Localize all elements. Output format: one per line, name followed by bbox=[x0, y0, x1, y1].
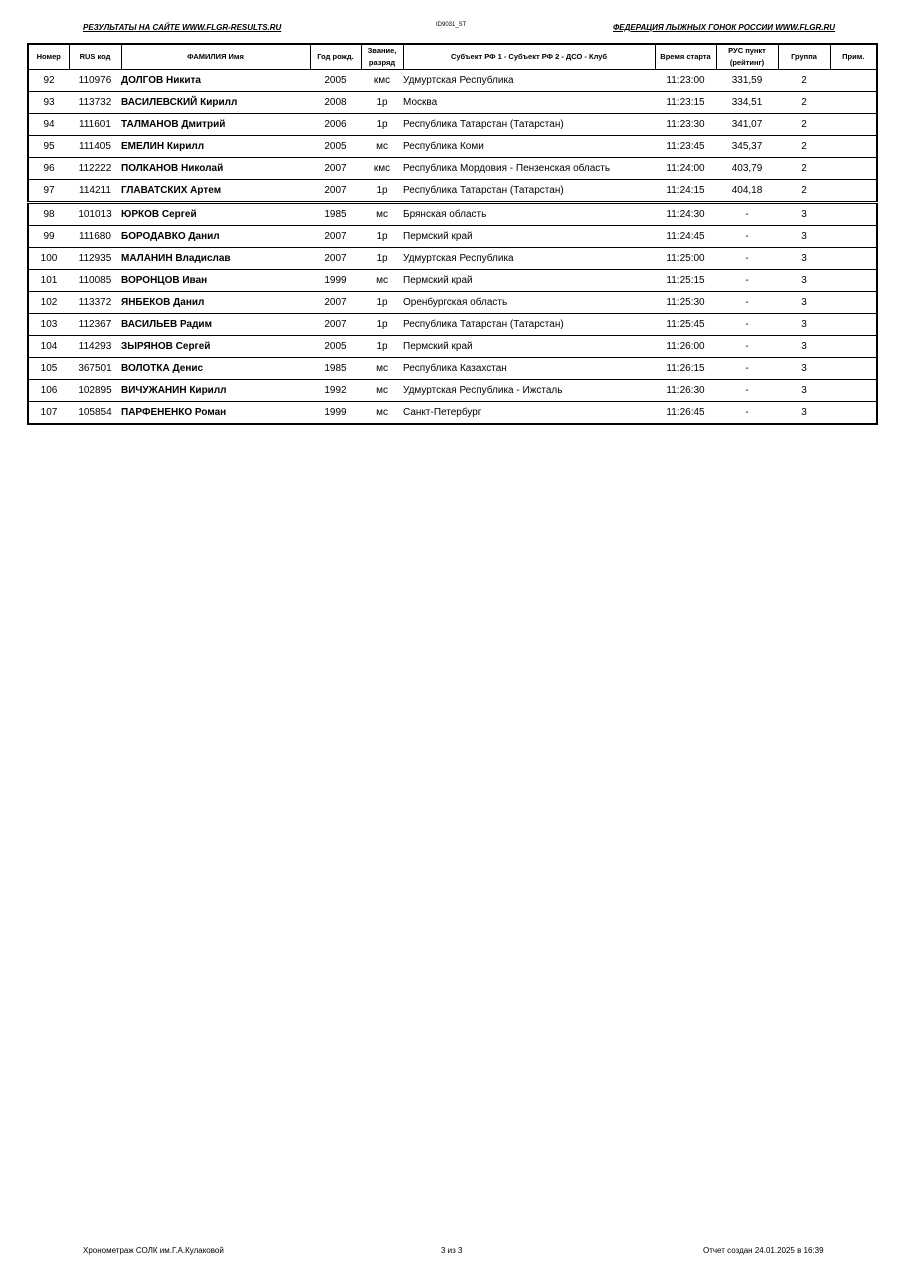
rank-cell: мс bbox=[361, 402, 403, 425]
group-cell: 2 bbox=[778, 158, 830, 180]
col-group-header: Группа bbox=[778, 44, 830, 70]
report-created: Отчет создан 24.01.2025 в 16:39 bbox=[703, 1246, 824, 1255]
athlete-name-cell: ДОЛГОВ Никита bbox=[121, 70, 310, 92]
col-name-header: ФАМИЛИЯ Имя bbox=[121, 44, 310, 70]
rank-cell: 1р bbox=[361, 226, 403, 248]
rus-code-cell: 112367 bbox=[69, 314, 121, 336]
birth-year-cell: 2005 bbox=[310, 336, 361, 358]
rank-cell: кмс bbox=[361, 158, 403, 180]
rank-cell: 1р bbox=[361, 114, 403, 136]
region-cell: Республика Татарстан (Татарстан) bbox=[403, 314, 655, 336]
row-number-cell: 100 bbox=[28, 248, 69, 270]
start-time-cell: 11:24:30 bbox=[655, 203, 716, 226]
birth-year-cell: 1999 bbox=[310, 402, 361, 425]
start-time-cell: 11:25:00 bbox=[655, 248, 716, 270]
rank-cell: 1р bbox=[361, 248, 403, 270]
region-cell: Удмуртская Республика bbox=[403, 70, 655, 92]
table-row bbox=[28, 180, 877, 203]
rating-cell: 341,07 bbox=[716, 114, 778, 136]
athlete-name-cell: ВОРОНЦОВ Иван bbox=[121, 270, 310, 292]
region-cell: Республика Коми bbox=[403, 136, 655, 158]
athlete-name-cell: ЗЫРЯНОВ Сергей bbox=[121, 336, 310, 358]
rank-cell: мс bbox=[361, 270, 403, 292]
rating-cell: - bbox=[716, 380, 778, 402]
rating-cell: 331,59 bbox=[716, 70, 778, 92]
note-cell bbox=[830, 92, 877, 114]
rank-cell: мс bbox=[361, 203, 403, 226]
birth-year-cell: 2007 bbox=[310, 180, 361, 203]
start-time-cell: 11:24:00 bbox=[655, 158, 716, 180]
col-number-header: Номер bbox=[28, 44, 69, 70]
rank-cell: мс bbox=[361, 380, 403, 402]
birth-year-cell: 1999 bbox=[310, 270, 361, 292]
rus-code-cell: 113372 bbox=[69, 292, 121, 314]
col-note-header: Прим. bbox=[830, 44, 877, 70]
note-cell bbox=[830, 70, 877, 92]
rus-code-cell: 111601 bbox=[69, 114, 121, 136]
row-number-cell: 101 bbox=[28, 270, 69, 292]
start-time-cell: 11:26:45 bbox=[655, 402, 716, 425]
group-cell: 3 bbox=[778, 358, 830, 380]
table-row bbox=[28, 248, 877, 270]
table-row bbox=[28, 292, 877, 314]
region-cell: Санкт-Петербург bbox=[403, 402, 655, 425]
rank-cell: 1р bbox=[361, 92, 403, 114]
note-cell bbox=[830, 336, 877, 358]
region-cell: Республика Казахстан bbox=[403, 358, 655, 380]
start-time-cell: 11:23:15 bbox=[655, 92, 716, 114]
birth-year-cell: 2005 bbox=[310, 70, 361, 92]
table-row bbox=[28, 70, 877, 92]
note-cell bbox=[830, 292, 877, 314]
row-number-cell: 105 bbox=[28, 358, 69, 380]
group-cell: 3 bbox=[778, 248, 830, 270]
athlete-name-cell: ВОЛОТКА Денис bbox=[121, 358, 310, 380]
start-time-cell: 11:23:30 bbox=[655, 114, 716, 136]
athlete-name-cell: МАЛАНИН Владислав bbox=[121, 248, 310, 270]
start-time-cell: 11:26:00 bbox=[655, 336, 716, 358]
rus-code-cell: 114211 bbox=[69, 180, 121, 203]
rating-cell: - bbox=[716, 358, 778, 380]
col-region-header: Субъект РФ 1 - Субъект РФ 2 - ДСО - Клуб bbox=[403, 44, 655, 70]
start-time-cell: 11:26:15 bbox=[655, 358, 716, 380]
rating-cell: - bbox=[716, 248, 778, 270]
table-row bbox=[28, 158, 877, 180]
row-number-cell: 98 bbox=[28, 203, 69, 226]
start-list-table bbox=[27, 43, 878, 425]
rus-code-cell: 113732 bbox=[69, 92, 121, 114]
rank-cell: 1р bbox=[361, 314, 403, 336]
rank-cell: 1р bbox=[361, 180, 403, 203]
rus-code-cell: 112222 bbox=[69, 158, 121, 180]
start-time-cell: 11:23:45 bbox=[655, 136, 716, 158]
athlete-name-cell: ВАСИЛЕВСКИЙ Кирилл bbox=[121, 92, 310, 114]
region-cell: Удмуртская Республика bbox=[403, 248, 655, 270]
athlete-name-cell: ЮРКОВ Сергей bbox=[121, 203, 310, 226]
birth-year-cell: 2007 bbox=[310, 292, 361, 314]
rating-cell: - bbox=[716, 203, 778, 226]
col-start-time-header: Время старта bbox=[655, 44, 716, 70]
start-time-cell: 11:24:15 bbox=[655, 180, 716, 203]
group-cell: 3 bbox=[778, 314, 830, 336]
rus-code-cell: 114293 bbox=[69, 336, 121, 358]
row-number-cell: 92 bbox=[28, 70, 69, 92]
rating-cell: - bbox=[716, 336, 778, 358]
group-cell: 3 bbox=[778, 380, 830, 402]
athlete-name-cell: ВАСИЛЬЕВ Радим bbox=[121, 314, 310, 336]
start-time-cell: 11:25:45 bbox=[655, 314, 716, 336]
note-cell bbox=[830, 248, 877, 270]
start-time-cell: 11:25:15 bbox=[655, 270, 716, 292]
athlete-name-cell: ПАРФЕНЕНКО Роман bbox=[121, 402, 310, 425]
athlete-name-cell: ЕМЕЛИН Кирилл bbox=[121, 136, 310, 158]
rus-code-cell: 110976 bbox=[69, 70, 121, 92]
rus-code-cell: 111680 bbox=[69, 226, 121, 248]
birth-year-cell: 1985 bbox=[310, 358, 361, 380]
birth-year-cell: 2005 bbox=[310, 136, 361, 158]
region-cell: Республика Мордовия - Пензенская область bbox=[403, 158, 655, 180]
note-cell bbox=[830, 203, 877, 226]
athlete-name-cell: БОРОДАВКО Данил bbox=[121, 226, 310, 248]
note-cell bbox=[830, 380, 877, 402]
row-number-cell: 106 bbox=[28, 380, 69, 402]
note-cell bbox=[830, 180, 877, 203]
page-number: 3 из 3 bbox=[441, 1246, 463, 1255]
group-cell: 3 bbox=[778, 292, 830, 314]
table-row bbox=[28, 226, 877, 248]
table-row bbox=[28, 314, 877, 336]
group-cell: 3 bbox=[778, 270, 830, 292]
row-number-cell: 99 bbox=[28, 226, 69, 248]
row-number-cell: 104 bbox=[28, 336, 69, 358]
group-cell: 3 bbox=[778, 336, 830, 358]
start-time-cell: 11:26:30 bbox=[655, 380, 716, 402]
row-number-cell: 96 bbox=[28, 158, 69, 180]
region-cell: Удмуртская Республика - Ижсталь bbox=[403, 380, 655, 402]
start-time-cell: 11:24:45 bbox=[655, 226, 716, 248]
note-cell bbox=[830, 358, 877, 380]
rus-code-cell: 102895 bbox=[69, 380, 121, 402]
region-cell: Пермский край bbox=[403, 270, 655, 292]
rating-cell: 404,18 bbox=[716, 180, 778, 203]
birth-year-cell: 1985 bbox=[310, 203, 361, 226]
group-cell: 2 bbox=[778, 92, 830, 114]
group-cell: 2 bbox=[778, 114, 830, 136]
table-row bbox=[28, 336, 877, 358]
birth-year-cell: 2008 bbox=[310, 92, 361, 114]
table-row bbox=[28, 270, 877, 292]
rank-cell: мс bbox=[361, 358, 403, 380]
birth-year-cell: 1992 bbox=[310, 380, 361, 402]
group-cell: 2 bbox=[778, 180, 830, 203]
rank-cell: кмс bbox=[361, 70, 403, 92]
col-rating-header: РУС пункт (рейтинг) bbox=[716, 44, 778, 70]
table-row bbox=[28, 358, 877, 380]
row-number-cell: 107 bbox=[28, 402, 69, 425]
birth-year-cell: 2007 bbox=[310, 226, 361, 248]
rank-cell: 1р bbox=[361, 292, 403, 314]
table-row bbox=[28, 380, 877, 402]
table-row bbox=[28, 114, 877, 136]
region-cell: Республика Татарстан (Татарстан) bbox=[403, 114, 655, 136]
rus-code-cell: 105854 bbox=[69, 402, 121, 425]
note-cell bbox=[830, 136, 877, 158]
rus-code-cell: 101013 bbox=[69, 203, 121, 226]
athlete-name-cell: ГЛАВАТСКИХ Артем bbox=[121, 180, 310, 203]
birth-year-cell: 2007 bbox=[310, 314, 361, 336]
athlete-name-cell: ПОЛКАНОВ Николай bbox=[121, 158, 310, 180]
rus-code-cell: 112935 bbox=[69, 248, 121, 270]
federation-site-link[interactable]: ФЕДЕРАЦИЯ ЛЫЖНЫХ ГОНОК РОССИИ WWW.FLGR.RU bbox=[613, 23, 836, 32]
col-rank-header: Звание, разряд bbox=[361, 44, 403, 70]
rus-code-cell: 111405 bbox=[69, 136, 121, 158]
region-cell: Республика Татарстан (Татарстан) bbox=[403, 180, 655, 203]
region-cell: Брянская область bbox=[403, 203, 655, 226]
group-cell: 2 bbox=[778, 136, 830, 158]
note-cell bbox=[830, 158, 877, 180]
start-time-cell: 11:23:00 bbox=[655, 70, 716, 92]
rating-cell: 345,37 bbox=[716, 136, 778, 158]
note-cell bbox=[830, 314, 877, 336]
note-cell bbox=[830, 114, 877, 136]
rating-cell: 403,79 bbox=[716, 158, 778, 180]
row-number-cell: 102 bbox=[28, 292, 69, 314]
group-cell: 2 bbox=[778, 70, 830, 92]
birth-year-cell: 2007 bbox=[310, 248, 361, 270]
col-rus-code-header: RUS код bbox=[69, 44, 121, 70]
rating-cell: - bbox=[716, 292, 778, 314]
group-cell: 3 bbox=[778, 402, 830, 425]
region-cell: Пермский край bbox=[403, 226, 655, 248]
row-number-cell: 103 bbox=[28, 314, 69, 336]
rating-cell: - bbox=[716, 270, 778, 292]
region-cell: Пермский край bbox=[403, 336, 655, 358]
rank-cell: мс bbox=[361, 136, 403, 158]
table-body bbox=[28, 70, 877, 425]
region-cell: Оренбургская область bbox=[403, 292, 655, 314]
table-row bbox=[28, 203, 877, 226]
results-site-link[interactable]: РЕЗУЛЬТАТЫ НА САЙТЕ WWW.FLGR-RESULTS.RU bbox=[83, 23, 282, 32]
group-cell: 3 bbox=[778, 226, 830, 248]
region-cell: Москва bbox=[403, 92, 655, 114]
row-number-cell: 94 bbox=[28, 114, 69, 136]
athlete-name-cell: ЯНБЕКОВ Данил bbox=[121, 292, 310, 314]
athlete-name-cell: ВИЧУЖАНИН Кирилл bbox=[121, 380, 310, 402]
rating-cell: - bbox=[716, 226, 778, 248]
rus-code-cell: 367501 bbox=[69, 358, 121, 380]
group-cell: 3 bbox=[778, 203, 830, 226]
col-birth-year-header: Год рожд. bbox=[310, 44, 361, 70]
note-cell bbox=[830, 226, 877, 248]
rating-cell: 334,51 bbox=[716, 92, 778, 114]
birth-year-cell: 2007 bbox=[310, 158, 361, 180]
birth-year-cell: 2006 bbox=[310, 114, 361, 136]
table-header-row bbox=[28, 44, 877, 70]
table-row bbox=[28, 92, 877, 114]
rating-cell: - bbox=[716, 314, 778, 336]
rus-code-cell: 110085 bbox=[69, 270, 121, 292]
row-number-cell: 95 bbox=[28, 136, 69, 158]
note-cell bbox=[830, 270, 877, 292]
row-number-cell: 93 bbox=[28, 92, 69, 114]
timing-credit: Хронометраж СОЛК им.Г.А.Кулаковой bbox=[83, 1246, 224, 1255]
document-id: ID9031_ST bbox=[436, 22, 467, 28]
athlete-name-cell: ТАЛМАНОВ Дмитрий bbox=[121, 114, 310, 136]
table-row bbox=[28, 136, 877, 158]
start-time-cell: 11:25:30 bbox=[655, 292, 716, 314]
row-number-cell: 97 bbox=[28, 180, 69, 203]
rank-cell: 1р bbox=[361, 336, 403, 358]
rating-cell: - bbox=[716, 402, 778, 425]
note-cell bbox=[830, 402, 877, 425]
table-row bbox=[28, 402, 877, 425]
